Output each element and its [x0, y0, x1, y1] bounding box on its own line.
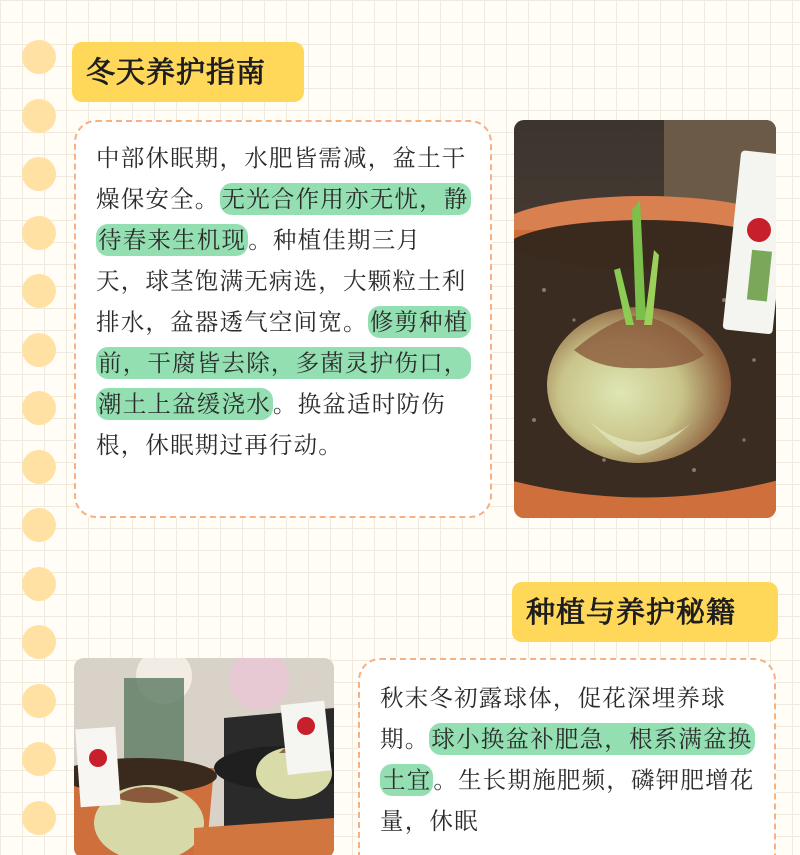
planting-care-heading: 种植与养护秘籍 [512, 582, 778, 642]
bulbs-in-pots-photo [74, 658, 334, 855]
winter-care-text-card [74, 120, 492, 518]
text-segment: 。种植佳期三月天，球茎饱满无病选，大颗粒土利排水，盆器透气空间宽。 [96, 226, 467, 336]
dot [22, 684, 56, 718]
dot [22, 333, 56, 367]
dot [22, 742, 56, 776]
dot [22, 157, 56, 191]
highlighted-text: 球小换盆补肥急，根系满盆换土宜 [382, 725, 753, 794]
amaryllis-bulb-photo [514, 120, 776, 518]
dot [22, 450, 56, 484]
dot [22, 40, 56, 74]
decorative-dots [22, 40, 60, 855]
dot [22, 391, 56, 425]
highlighted-text: 无光合作用亦无忧，静待春来生机现 [98, 185, 469, 254]
dot [22, 625, 56, 659]
dot [22, 567, 56, 601]
text-segment: 中部休眠期，水肥皆需减，盆土干燥保安全。 [96, 144, 467, 213]
winter-care-heading: 冬天养护指南 [72, 42, 304, 102]
bulb-in-pot-image [514, 120, 776, 518]
dot [22, 216, 56, 250]
text-segment: 秋末冬初露球体，促花深埋养球期。 [380, 684, 726, 753]
dot [22, 274, 56, 308]
text-segment: 。换盆适时防伤根，休眠期过再行动。 [96, 390, 446, 459]
text-segment: 。生长期施肥频，磷钾肥增花量，休眠 [380, 766, 755, 835]
bulbs-pots-image [74, 658, 334, 855]
dot [22, 99, 56, 133]
planting-care-text-card [358, 658, 776, 855]
dot [22, 801, 56, 835]
dot [22, 508, 56, 542]
highlighted-text: 修剪种植前，干腐皆去除，多菌灵护伤口，潮土上盆缓浇水 [98, 308, 469, 418]
